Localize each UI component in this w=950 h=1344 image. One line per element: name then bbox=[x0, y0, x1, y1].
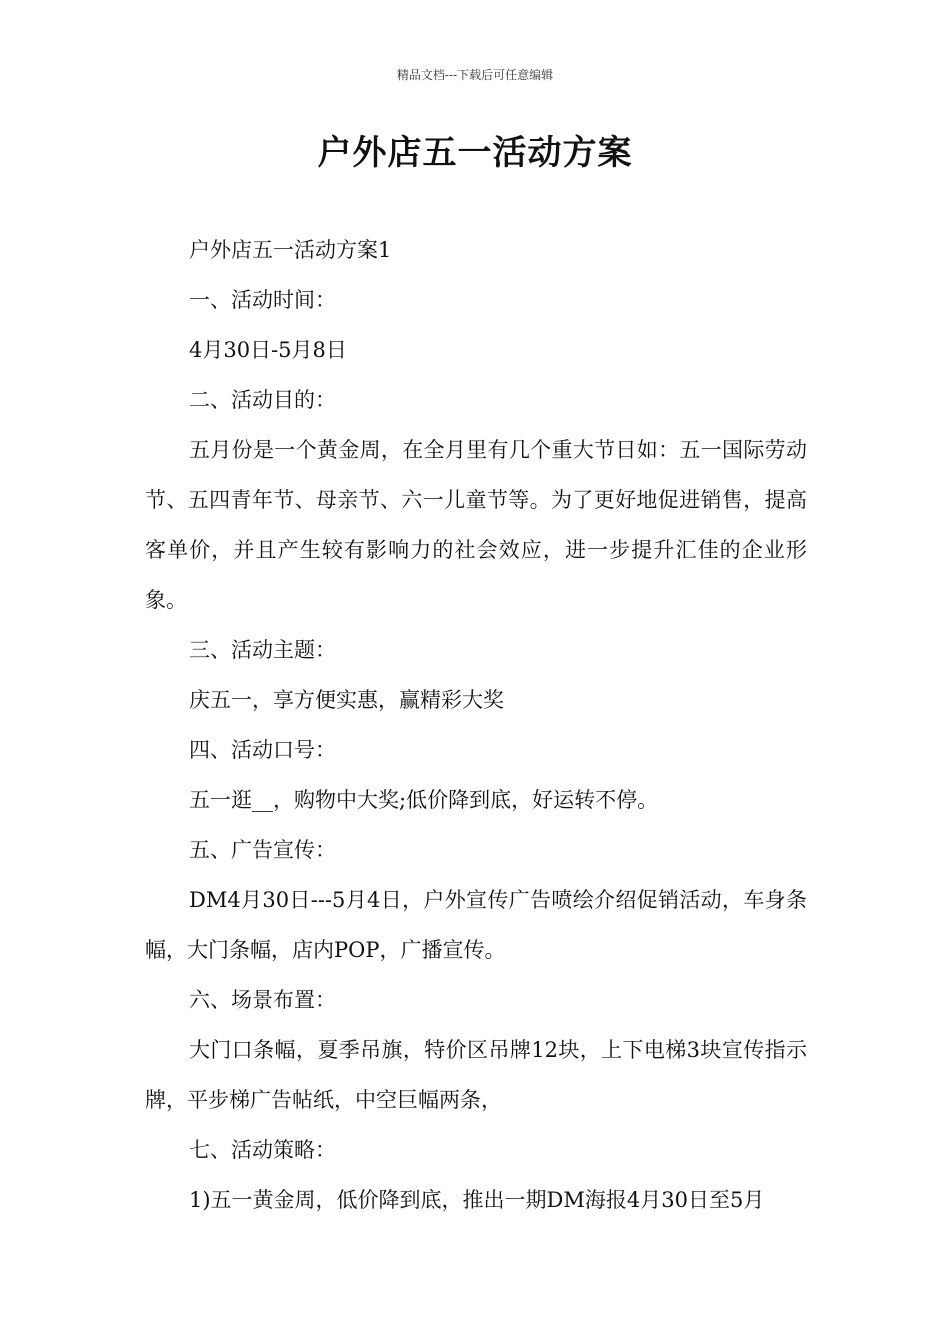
paragraph-theme-text: 庆五一，享方便实惠，赢精彩大奖 bbox=[189, 688, 504, 712]
paragraph-strategy-text: 1)五一黄金周，低价降到底，推出一期DM海报4月30日至5月 bbox=[189, 1188, 765, 1212]
paragraph-time-heading: 一、活动时间： bbox=[189, 288, 336, 312]
document-body bbox=[145, 225, 807, 1225]
paragraph-slogan-heading: 四、活动口号： bbox=[189, 738, 336, 762]
paragraph-scene-heading: 六、场景布置： bbox=[189, 988, 336, 1012]
paragraph-ads-text: DM4月30日---5月4日，户外宣传广告喷绘介绍促销活动，车身条幅，大门条幅，店内POP，广播宣传。 bbox=[145, 888, 807, 962]
page-header: 精品文档---下载后可任意编辑 bbox=[396, 68, 554, 82]
paragraph-section-heading: 户外店五一活动方案1 bbox=[189, 238, 392, 262]
paragraph-strategy-heading: 七、活动策略： bbox=[189, 1138, 336, 1162]
paragraph-slogan-text: 五一逛__，购物中大奖;低价降到底，好运转不停。 bbox=[189, 788, 659, 812]
paragraph-purpose-heading: 二、活动目的： bbox=[189, 388, 336, 412]
document-title: 户外店五一活动方案 bbox=[317, 133, 633, 173]
paragraph-scene-text: 大门口条幅，夏季吊旗，特价区吊牌12块，上下电梯3块宣传指示牌，平步梯广告帖纸，中空巨幅两条， bbox=[145, 1038, 807, 1112]
paragraph-time-value: 4月30日-5月8日 bbox=[189, 338, 347, 362]
paragraph-purpose-text: 五月份是一个黄金周，在全月里有几个重大节日如：五一国际劳动节、五四青年节、母亲节、六一儿童节等。为了更好地促进销售，提高客单价，并且产生较有影响力的社会效应，进一步提升汇佳的企业形象。 bbox=[145, 438, 807, 612]
paragraph-theme-heading: 三、活动主题： bbox=[189, 638, 336, 662]
paragraph-ads-heading: 五、广告宣传： bbox=[189, 838, 336, 862]
